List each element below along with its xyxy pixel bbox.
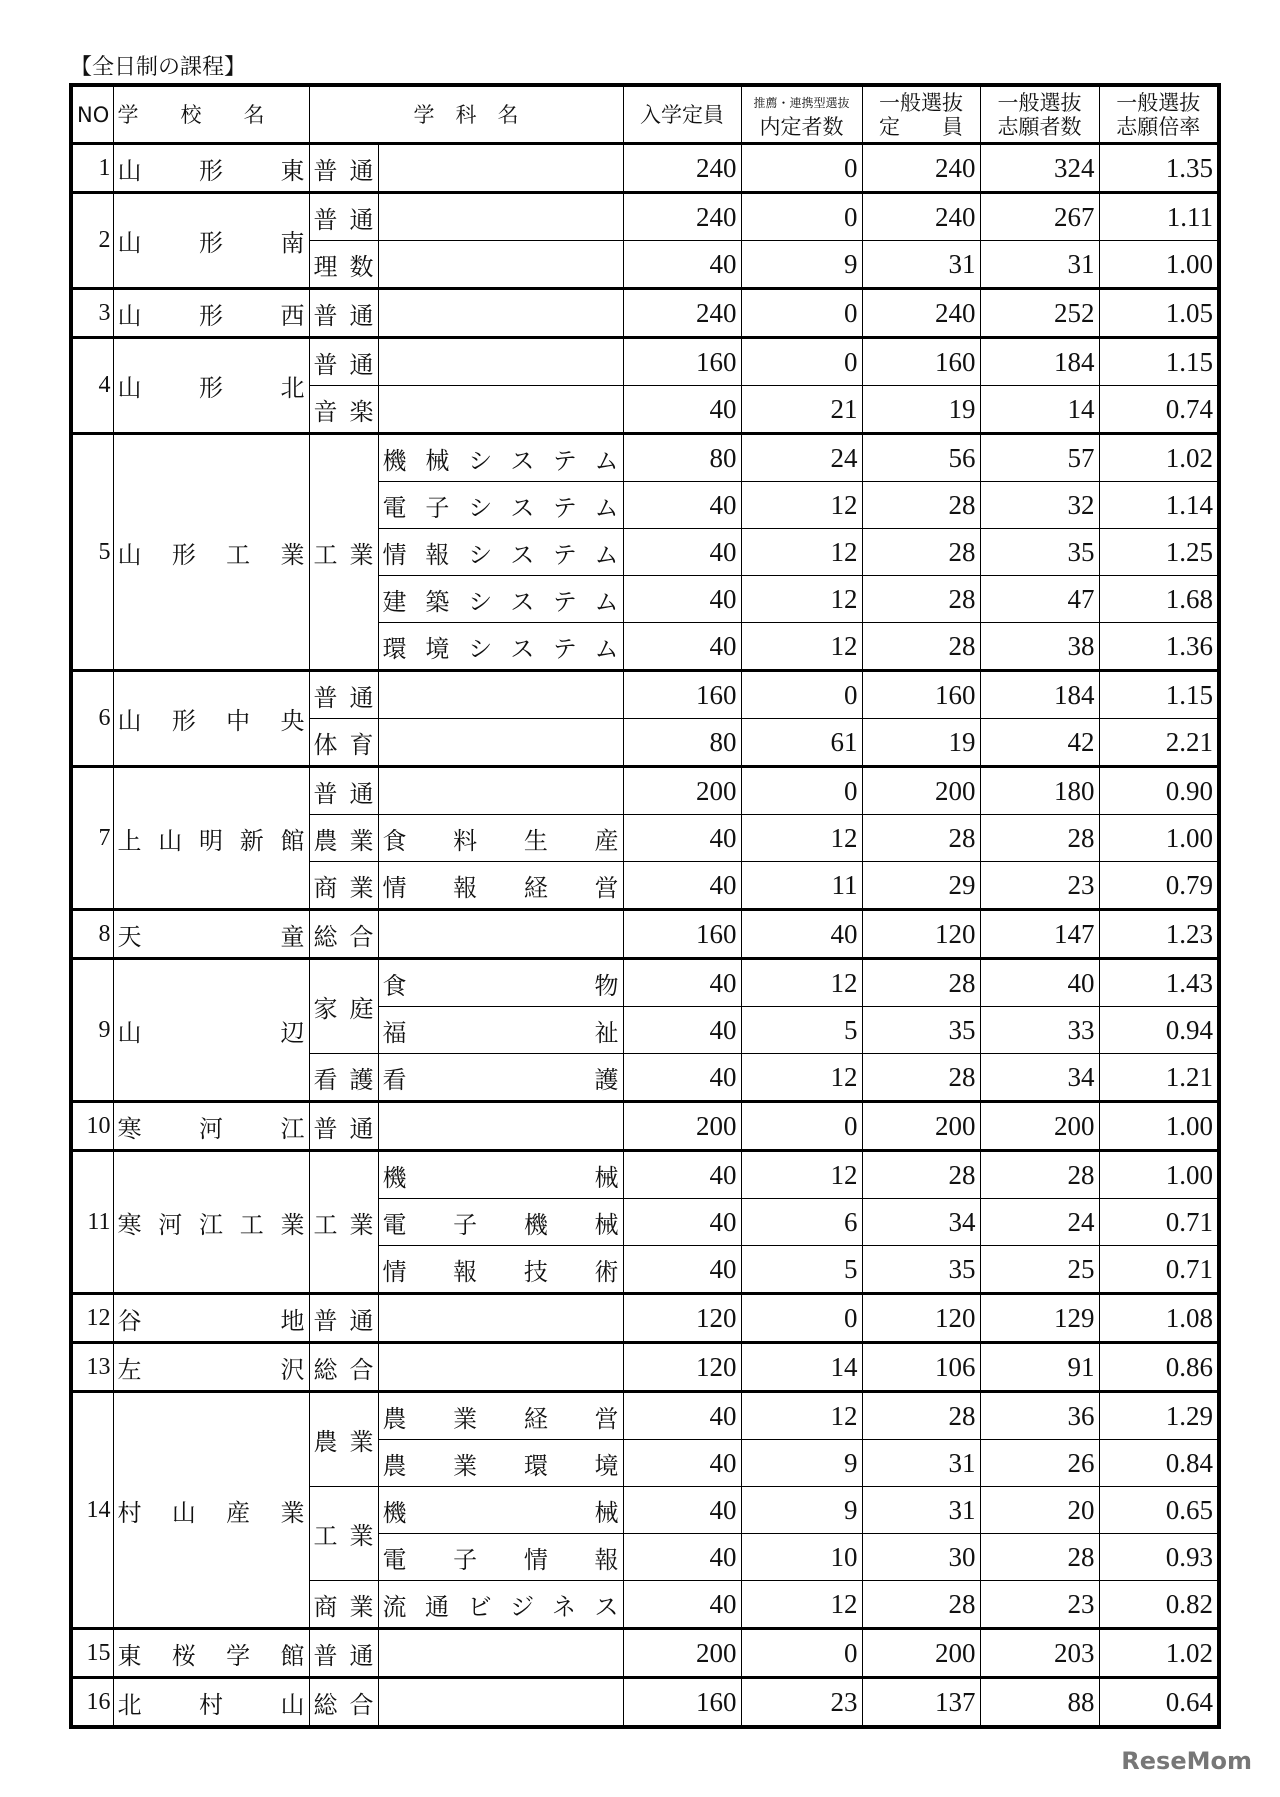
- header-row: [71, 85, 1219, 144]
- course-name: 流通ビジネス: [378, 1581, 623, 1629]
- header-applicants-bottom: 志願者数: [997, 114, 1082, 139]
- course-category: 商業: [309, 1581, 378, 1629]
- admissions-table: [69, 83, 1221, 1729]
- school-name: 上山明新館: [113, 767, 309, 910]
- recommend-count: 5: [741, 1246, 862, 1294]
- header-recommend-bottom: 内定者数: [759, 114, 844, 139]
- capacity: 40: [623, 1581, 741, 1629]
- recommend-count: 5: [741, 1007, 862, 1054]
- school-number: 12: [71, 1294, 113, 1343]
- school-name: 谷地: [113, 1294, 309, 1343]
- course-category: 工業: [309, 434, 378, 671]
- course-category: 総合: [309, 1678, 378, 1728]
- course-category: 普通: [309, 1102, 378, 1151]
- applicants: 28: [980, 1534, 1099, 1581]
- general-capacity: 160: [862, 338, 980, 386]
- applicants: 57: [980, 434, 1099, 482]
- course-name: [378, 289, 623, 338]
- ratio: 1.00: [1099, 1151, 1219, 1199]
- general-capacity: 240: [862, 289, 980, 338]
- applicants: 203: [980, 1629, 1099, 1678]
- course-name: [378, 144, 623, 193]
- recommend-count: 0: [741, 338, 862, 386]
- general-capacity: 160: [862, 671, 980, 719]
- table-row: [71, 434, 1219, 482]
- ratio: 1.23: [1099, 910, 1219, 959]
- ratio: 0.86: [1099, 1343, 1219, 1392]
- school-number: 10: [71, 1102, 113, 1151]
- capacity: 40: [623, 1246, 741, 1294]
- school-name: 山形北: [113, 338, 309, 434]
- general-capacity: 240: [862, 144, 980, 193]
- capacity: 40: [623, 529, 741, 576]
- capacity: 40: [623, 1054, 741, 1102]
- school-name: 東桜学館: [113, 1629, 309, 1678]
- capacity: 40: [623, 482, 741, 529]
- ratio: 0.94: [1099, 1007, 1219, 1054]
- applicants: 35: [980, 529, 1099, 576]
- table-row: [71, 959, 1219, 1007]
- ratio: 1.00: [1099, 241, 1219, 289]
- course-name: [378, 1629, 623, 1678]
- capacity: 240: [623, 144, 741, 193]
- course-category: 普通: [309, 338, 378, 386]
- capacity: 40: [623, 1392, 741, 1440]
- table-row: [71, 193, 1219, 241]
- recommend-count: 9: [741, 241, 862, 289]
- applicants: 42: [980, 719, 1099, 767]
- recommend-count: 9: [741, 1440, 862, 1487]
- applicants: 32: [980, 482, 1099, 529]
- ratio: 0.84: [1099, 1440, 1219, 1487]
- recommend-count: 0: [741, 671, 862, 719]
- recommend-count: 23: [741, 1678, 862, 1728]
- course-category: 農業: [309, 815, 378, 862]
- ratio: 0.93: [1099, 1534, 1219, 1581]
- recommend-count: 10: [741, 1534, 862, 1581]
- applicants: 91: [980, 1343, 1099, 1392]
- table-row: [71, 1294, 1219, 1343]
- recommend-count: 12: [741, 1054, 862, 1102]
- applicants: 147: [980, 910, 1099, 959]
- school-name: 村山産業: [113, 1392, 309, 1629]
- general-capacity: 106: [862, 1343, 980, 1392]
- school-number: 2: [71, 193, 113, 289]
- course-name: 情報システム: [378, 529, 623, 576]
- course-name: [378, 767, 623, 815]
- course-category: 普通: [309, 1629, 378, 1678]
- general-capacity: 19: [862, 386, 980, 434]
- capacity: 120: [623, 1343, 741, 1392]
- recommend-count: 40: [741, 910, 862, 959]
- applicants: 14: [980, 386, 1099, 434]
- ratio: 1.08: [1099, 1294, 1219, 1343]
- applicants: 20: [980, 1487, 1099, 1534]
- general-capacity: 200: [862, 1102, 980, 1151]
- capacity: 200: [623, 1629, 741, 1678]
- table-row: [71, 1102, 1219, 1151]
- table-row: [71, 144, 1219, 193]
- ratio: 0.90: [1099, 767, 1219, 815]
- capacity: 40: [623, 862, 741, 910]
- applicants: 28: [980, 1151, 1099, 1199]
- course-name: [378, 386, 623, 434]
- school-number: 7: [71, 767, 113, 910]
- course-name: 看護: [378, 1054, 623, 1102]
- capacity: 40: [623, 386, 741, 434]
- recommend-count: 61: [741, 719, 862, 767]
- course-name: 建築システム: [378, 576, 623, 623]
- general-capacity: 120: [862, 910, 980, 959]
- ratio: 0.71: [1099, 1199, 1219, 1246]
- recommend-count: 0: [741, 767, 862, 815]
- ratio: 0.79: [1099, 862, 1219, 910]
- capacity: 120: [623, 1294, 741, 1343]
- applicants: 184: [980, 671, 1099, 719]
- general-capacity: 137: [862, 1678, 980, 1728]
- table-row: [71, 767, 1219, 815]
- capacity: 160: [623, 910, 741, 959]
- recommend-count: 0: [741, 289, 862, 338]
- ratio: 0.82: [1099, 1581, 1219, 1629]
- applicants: 33: [980, 1007, 1099, 1054]
- school-name: 山形東: [113, 144, 309, 193]
- ratio: 1.02: [1099, 434, 1219, 482]
- table-body: [71, 144, 1219, 1728]
- header-capacity: 入学定員: [623, 85, 741, 144]
- course-name: 電子システム: [378, 482, 623, 529]
- header-school: 学 校 名: [113, 85, 309, 144]
- general-capacity: 31: [862, 241, 980, 289]
- table-row: [71, 1343, 1219, 1392]
- applicants: 26: [980, 1440, 1099, 1487]
- school-name: 北村山: [113, 1678, 309, 1728]
- school-number: 6: [71, 671, 113, 767]
- school-number: 13: [71, 1343, 113, 1392]
- table-row: [71, 1678, 1219, 1728]
- header-ratio: [1099, 85, 1219, 144]
- course-name: [378, 1102, 623, 1151]
- school-name: 天童: [113, 910, 309, 959]
- general-capacity: 28: [862, 959, 980, 1007]
- applicants: 129: [980, 1294, 1099, 1343]
- ratio: 1.02: [1099, 1629, 1219, 1678]
- header-dept: 学 科 名: [309, 85, 623, 144]
- course-name: [378, 671, 623, 719]
- general-capacity: 29: [862, 862, 980, 910]
- course-category: 工業: [309, 1151, 378, 1294]
- course-category: 農業: [309, 1392, 378, 1487]
- course-name: 情報経営: [378, 862, 623, 910]
- recommend-count: 12: [741, 959, 862, 1007]
- general-capacity: 28: [862, 1054, 980, 1102]
- general-capacity: 28: [862, 529, 980, 576]
- header-general-cap-top: 一般選抜: [879, 90, 963, 115]
- applicants: 34: [980, 1054, 1099, 1102]
- recommend-count: 0: [741, 1102, 862, 1151]
- course-category: 看護: [309, 1054, 378, 1102]
- applicants: 23: [980, 1581, 1099, 1629]
- course-name: 機械: [378, 1151, 623, 1199]
- school-name: 山形南: [113, 193, 309, 289]
- school-number: 14: [71, 1392, 113, 1629]
- recommend-count: 12: [741, 482, 862, 529]
- capacity: 40: [623, 1007, 741, 1054]
- school-number: 3: [71, 289, 113, 338]
- recommend-count: 12: [741, 1151, 862, 1199]
- header-ratio-top: 一般選抜: [1116, 90, 1201, 115]
- course-name: 情報技術: [378, 1246, 623, 1294]
- applicants: 88: [980, 1678, 1099, 1728]
- capacity: 40: [623, 1151, 741, 1199]
- school-name: 山辺: [113, 959, 309, 1102]
- recommend-count: 6: [741, 1199, 862, 1246]
- table-row: [71, 1629, 1219, 1678]
- recommend-count: 24: [741, 434, 862, 482]
- applicants: 36: [980, 1392, 1099, 1440]
- recommend-count: 0: [741, 1629, 862, 1678]
- header-general-cap: [862, 85, 980, 144]
- applicants: 200: [980, 1102, 1099, 1151]
- general-capacity: 34: [862, 1199, 980, 1246]
- course-category: 普通: [309, 1294, 378, 1343]
- ratio: 0.64: [1099, 1678, 1219, 1728]
- recommend-count: 0: [741, 193, 862, 241]
- course-name: [378, 910, 623, 959]
- ratio: 1.25: [1099, 529, 1219, 576]
- course-category: 体育: [309, 719, 378, 767]
- capacity: 40: [623, 623, 741, 671]
- general-capacity: 240: [862, 193, 980, 241]
- applicants: 40: [980, 959, 1099, 1007]
- general-capacity: 30: [862, 1534, 980, 1581]
- school-number: 5: [71, 434, 113, 671]
- capacity: 40: [623, 1487, 741, 1534]
- capacity: 200: [623, 767, 741, 815]
- capacity: 40: [623, 1199, 741, 1246]
- recommend-count: 12: [741, 815, 862, 862]
- general-capacity: 28: [862, 1392, 980, 1440]
- course-category: 普通: [309, 193, 378, 241]
- ratio: 1.15: [1099, 671, 1219, 719]
- ratio: 1.05: [1099, 289, 1219, 338]
- ratio: 1.00: [1099, 1102, 1219, 1151]
- course-name: 農業環境: [378, 1440, 623, 1487]
- course-name: 電子情報: [378, 1534, 623, 1581]
- course-category: 家庭: [309, 959, 378, 1054]
- course-category: 普通: [309, 289, 378, 338]
- course-name: 環境システム: [378, 623, 623, 671]
- capacity: 160: [623, 338, 741, 386]
- applicants: 180: [980, 767, 1099, 815]
- header-applicants-top: 一般選抜: [997, 90, 1082, 115]
- applicants: 38: [980, 623, 1099, 671]
- ratio: 1.14: [1099, 482, 1219, 529]
- ratio: 1.11: [1099, 193, 1219, 241]
- recommend-count: 0: [741, 1294, 862, 1343]
- course-name: 電子機械: [378, 1199, 623, 1246]
- ratio: 1.21: [1099, 1054, 1219, 1102]
- general-capacity: 200: [862, 767, 980, 815]
- table-row: [71, 910, 1219, 959]
- course-category: 総合: [309, 910, 378, 959]
- capacity: 80: [623, 719, 741, 767]
- ratio: 2.21: [1099, 719, 1219, 767]
- table-row: [71, 289, 1219, 338]
- capacity: 160: [623, 1678, 741, 1728]
- school-name: 山形工業: [113, 434, 309, 671]
- table-row: [71, 338, 1219, 386]
- applicants: 47: [980, 576, 1099, 623]
- recommend-count: 12: [741, 1581, 862, 1629]
- course-name: 食料生産: [378, 815, 623, 862]
- capacity: 40: [623, 1534, 741, 1581]
- header-recommend-top: 推薦・連携型選抜: [753, 95, 850, 110]
- course-category: 普通: [309, 767, 378, 815]
- header-no: NO: [71, 85, 113, 144]
- section-title: 【全日制の課程】: [70, 55, 247, 80]
- general-capacity: 19: [862, 719, 980, 767]
- course-category: 工業: [309, 1487, 378, 1581]
- capacity: 200: [623, 1102, 741, 1151]
- general-capacity: 35: [862, 1007, 980, 1054]
- school-name: 左沢: [113, 1343, 309, 1392]
- school-number: 8: [71, 910, 113, 959]
- course-name: 福祉: [378, 1007, 623, 1054]
- header-applicants: [980, 85, 1099, 144]
- recommend-count: 9: [741, 1487, 862, 1534]
- school-number: 4: [71, 338, 113, 434]
- general-capacity: 31: [862, 1440, 980, 1487]
- recommend-count: 11: [741, 862, 862, 910]
- course-category: 普通: [309, 671, 378, 719]
- capacity: 40: [623, 815, 741, 862]
- recommend-count: 0: [741, 144, 862, 193]
- general-capacity: 200: [862, 1629, 980, 1678]
- applicants: 252: [980, 289, 1099, 338]
- applicants: 184: [980, 338, 1099, 386]
- ratio: 0.65: [1099, 1487, 1219, 1534]
- general-capacity: 28: [862, 623, 980, 671]
- capacity: 40: [623, 576, 741, 623]
- school-number: 11: [71, 1151, 113, 1294]
- ratio: 0.74: [1099, 386, 1219, 434]
- course-name: 農業経営: [378, 1392, 623, 1440]
- course-name: [378, 338, 623, 386]
- school-name: 寒河江: [113, 1102, 309, 1151]
- course-name: [378, 1678, 623, 1728]
- general-capacity: 28: [862, 1151, 980, 1199]
- course-name: [378, 719, 623, 767]
- capacity: 40: [623, 241, 741, 289]
- header-ratio-bottom: 志願倍率: [1116, 114, 1201, 139]
- table-row: [71, 671, 1219, 719]
- capacity: 240: [623, 289, 741, 338]
- capacity: 40: [623, 1440, 741, 1487]
- school-number: 1: [71, 144, 113, 193]
- course-name: 機械: [378, 1487, 623, 1534]
- capacity: 80: [623, 434, 741, 482]
- recommend-count: 12: [741, 1392, 862, 1440]
- general-capacity: 31: [862, 1487, 980, 1534]
- ratio: 1.35: [1099, 144, 1219, 193]
- ratio: 1.36: [1099, 623, 1219, 671]
- school-name: 山形西: [113, 289, 309, 338]
- course-name: 機械システム: [378, 434, 623, 482]
- general-capacity: 28: [862, 576, 980, 623]
- course-category: 商業: [309, 862, 378, 910]
- course-name: [378, 1343, 623, 1392]
- recommend-count: 21: [741, 386, 862, 434]
- course-name: [378, 1294, 623, 1343]
- general-capacity: 28: [862, 482, 980, 529]
- general-capacity: 28: [862, 815, 980, 862]
- capacity: 40: [623, 959, 741, 1007]
- applicants: 324: [980, 144, 1099, 193]
- ratio: 1.68: [1099, 576, 1219, 623]
- course-name: [378, 241, 623, 289]
- ratio: 1.43: [1099, 959, 1219, 1007]
- applicants: 24: [980, 1199, 1099, 1246]
- ratio: 1.15: [1099, 338, 1219, 386]
- course-category: 音楽: [309, 386, 378, 434]
- applicants: 31: [980, 241, 1099, 289]
- capacity: 240: [623, 193, 741, 241]
- applicants: 267: [980, 193, 1099, 241]
- course-category: 総合: [309, 1343, 378, 1392]
- ratio: 1.00: [1099, 815, 1219, 862]
- recommend-count: 12: [741, 623, 862, 671]
- recommend-count: 12: [741, 529, 862, 576]
- applicants: 25: [980, 1246, 1099, 1294]
- recommend-count: 14: [741, 1343, 862, 1392]
- general-capacity: 56: [862, 434, 980, 482]
- school-number: 16: [71, 1678, 113, 1728]
- table-row: [71, 1392, 1219, 1440]
- ratio: 1.29: [1099, 1392, 1219, 1440]
- applicants: 23: [980, 862, 1099, 910]
- header-recommend: [741, 85, 862, 144]
- course-name: 食物: [378, 959, 623, 1007]
- general-capacity: 35: [862, 1246, 980, 1294]
- capacity: 160: [623, 671, 741, 719]
- general-capacity: 28: [862, 1581, 980, 1629]
- school-number: 15: [71, 1629, 113, 1678]
- school-name: 寒河江工業: [113, 1151, 309, 1294]
- table-row: [71, 1151, 1219, 1199]
- recommend-count: 12: [741, 576, 862, 623]
- course-category: 理数: [309, 241, 378, 289]
- course-category: 普通: [309, 144, 378, 193]
- school-name: 山形中央: [113, 671, 309, 767]
- ratio: 0.71: [1099, 1246, 1219, 1294]
- general-capacity: 120: [862, 1294, 980, 1343]
- resemom-logo: ReseMom: [1121, 1747, 1252, 1775]
- applicants: 28: [980, 815, 1099, 862]
- header-general-cap-bottom: 定 員: [879, 114, 963, 139]
- school-number: 9: [71, 959, 113, 1102]
- course-name: [378, 193, 623, 241]
